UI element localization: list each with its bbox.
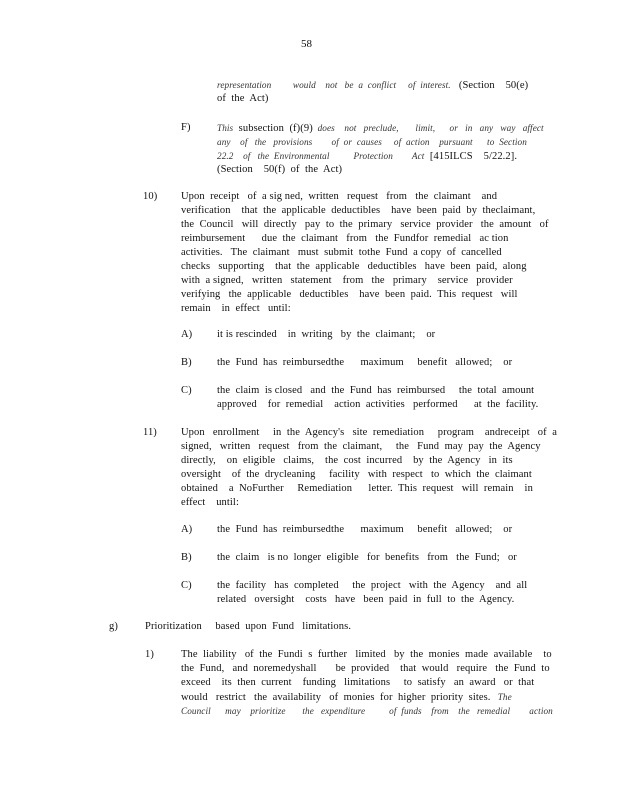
text-line: the claim is closed and the Fund has reimbursed the total amount: [217, 385, 535, 396]
italic-span: The: [490, 692, 512, 702]
text-line: verification that the applicable deductibles have been paid by theclaimant,: [181, 205, 536, 216]
italic-span: representation would not be a conflict of interest.: [217, 80, 451, 90]
text-line: C): [181, 580, 192, 591]
text-line: (Section 50(f) of the Act): [217, 164, 343, 175]
text-line: verifying the applicable deductibles have been paid. This request will: [181, 289, 518, 300]
text-line: exceed its then current funding limitations to satisfy an award or that: [181, 677, 535, 688]
text-line: the Fund, and noremedyshall be provided that would require the Fund to: [181, 663, 550, 674]
text-line: of the Act): [217, 93, 269, 104]
text-line: with a signed, written statement from the primary service provider: [181, 275, 513, 286]
text-span: subsection (f)(9): [233, 123, 313, 134]
text-line: checks supporting that the applicable deductibles have been paid, along: [181, 261, 527, 272]
text-line: the claim is no longer eligible for benefits from the Fund; or: [217, 552, 517, 563]
text-line: Council may prioritize the expenditure of funds from the remedial action: [181, 706, 553, 716]
text-span: (Section 50(e): [450, 80, 529, 91]
text-line: the Council will directly pay to the primary service provider the amount of: [181, 219, 549, 230]
text-line: Prioritization based upon Fund limitations.: [145, 621, 352, 632]
text-line: activities. The claimant must submit tothe Fund a copy of cancelled: [181, 247, 502, 258]
text-line: 10): [143, 191, 158, 202]
text-line: effect until:: [181, 497, 239, 508]
text-line: B): [181, 357, 192, 368]
text-line: C): [181, 385, 192, 396]
text-line: [181, 690, 512, 705]
text-line: A): [181, 524, 193, 535]
text-line: directly, on eligible claims, the cost incurred by the Agency in its: [181, 455, 513, 466]
text-line: The liability of the Fundi s further limited by the monies made available to: [181, 649, 552, 660]
page-number: 58: [301, 38, 312, 50]
text-line: approved for remedial action activities performed at the facility.: [217, 399, 539, 410]
text-line: the Fund has reimbursedthe maximum benefit allowed; or: [217, 357, 513, 368]
text-line: [217, 149, 517, 164]
text-span: [415ILCS 5/22.2].: [424, 151, 518, 162]
text-line: [217, 121, 544, 136]
text-line: A): [181, 329, 193, 340]
text-span: would restrict the availability of monies for higher priority sites.: [181, 692, 491, 703]
text-line: it is rescinded in writing by the claimant; or: [217, 329, 436, 340]
text-line: any of the provisions of or causes of action pursuant to Section: [217, 137, 527, 147]
text-line: F): [181, 122, 191, 133]
text-line: Upon receipt of a sig ned, written request from the claimant and: [181, 191, 498, 202]
text-line: B): [181, 552, 192, 563]
text-line: reimbursement due the claimant from the Fundfor remedial ac tion: [181, 233, 509, 244]
italic-span: This: [217, 123, 234, 133]
text-line: Upon enrollment in the Agency's site remediation program andreceipt of a: [181, 427, 557, 438]
text-line: 11): [143, 427, 157, 438]
text-line: the Fund has reimbursedthe maximum benefit allowed; or: [217, 524, 513, 535]
text-line: obtained a NoFurther Remediation letter. This request will remain in: [181, 483, 533, 494]
italic-span: 22.2 of the Environmental Protection Act: [217, 151, 425, 161]
text-line: signed, written request from the claimant, the Fund may pay the Agency: [181, 441, 541, 452]
italic-span: does not preclude, limit, or in any way affect: [312, 123, 544, 133]
text-line: the facility has completed the project with the Agency and all: [217, 580, 528, 591]
text-line: oversight of the drycleaning facility with respect to which the claimant: [181, 469, 532, 480]
text-line: g): [109, 621, 118, 632]
text-line: 1): [145, 649, 154, 660]
text-line: related oversight costs have been paid in full to the Agency.: [217, 594, 515, 605]
text-line: remain in effect until:: [181, 303, 291, 314]
text-line: [217, 78, 528, 93]
